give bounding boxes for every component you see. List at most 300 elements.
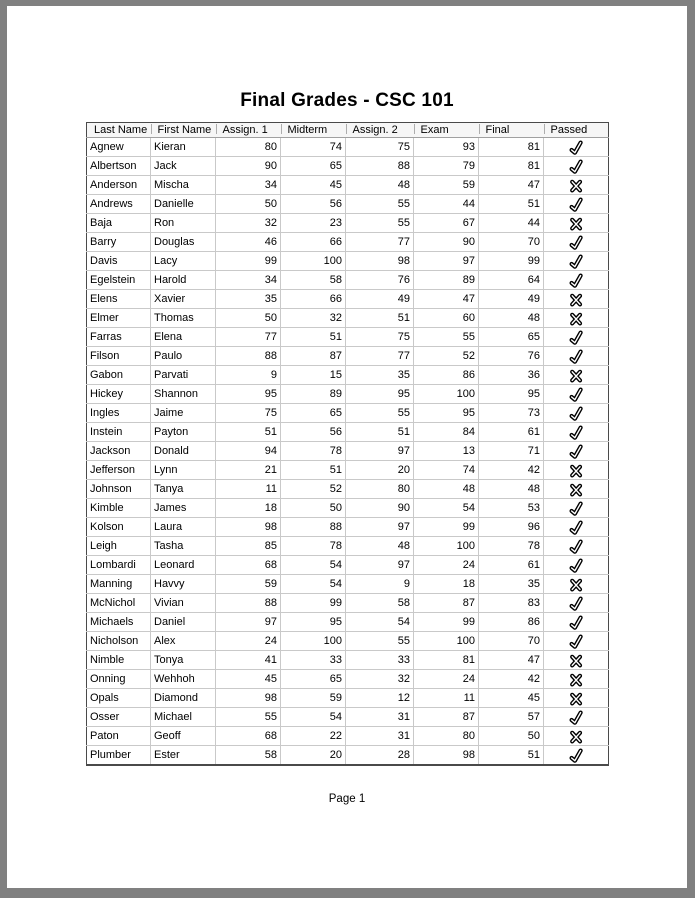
cell-assign1: 90: [216, 157, 281, 176]
cell-assign2: 77: [346, 233, 414, 252]
cell-first-name: Daniel: [151, 613, 216, 632]
table-row: [87, 195, 609, 214]
cell-passed: [544, 233, 609, 252]
cell-assign1: 45: [216, 670, 281, 689]
cell-passed: [544, 176, 609, 195]
cell-first-name: Leonard: [151, 556, 216, 575]
cell-midterm: 100: [281, 252, 346, 271]
cell-assign2: 58: [346, 594, 414, 613]
cell-assign2: 55: [346, 404, 414, 423]
check-icon: [568, 234, 584, 251]
cell-first-name: Payton: [151, 423, 216, 442]
check-icon: [568, 500, 584, 517]
cell-first-name: Diamond: [151, 689, 216, 708]
cell-assign1: 34: [216, 271, 281, 290]
cell-final: 86: [479, 613, 544, 632]
cell-passed: [544, 442, 609, 461]
cell-first-name: Vivian: [151, 594, 216, 613]
cell-exam: 100: [414, 537, 479, 556]
cell-last-name: Baja: [87, 214, 151, 233]
cell-midterm: 54: [281, 556, 346, 575]
cell-first-name: Douglas: [151, 233, 216, 252]
cell-last-name: Onning: [87, 670, 151, 689]
cell-last-name: Plumber: [87, 746, 151, 766]
check-icon: [568, 595, 584, 612]
cell-exam: 52: [414, 347, 479, 366]
cell-final: 51: [479, 195, 544, 214]
cell-first-name: Xavier: [151, 290, 216, 309]
check-icon: [568, 139, 584, 156]
check-icon: [568, 158, 584, 175]
cell-passed: [544, 347, 609, 366]
cell-last-name: Jefferson: [87, 461, 151, 480]
cell-assign1: 32: [216, 214, 281, 233]
cell-assign1: 88: [216, 347, 281, 366]
cell-assign1: 68: [216, 727, 281, 746]
table-row: [87, 328, 609, 347]
cell-last-name: Gabon: [87, 366, 151, 385]
cell-last-name: Kimble: [87, 499, 151, 518]
cell-midterm: 78: [281, 442, 346, 461]
check-icon: [568, 405, 584, 422]
cell-final: 71: [479, 442, 544, 461]
cell-passed: [544, 670, 609, 689]
cell-final: 78: [479, 537, 544, 556]
cell-assign2: 49: [346, 290, 414, 309]
cell-first-name: Michael: [151, 708, 216, 727]
cell-assign2: 98: [346, 252, 414, 271]
cell-final: 81: [479, 138, 544, 157]
column-header-exam: Exam: [414, 123, 479, 138]
cell-midterm: 22: [281, 727, 346, 746]
cell-assign1: 41: [216, 651, 281, 670]
cell-assign2: 55: [346, 632, 414, 651]
grades-table: [86, 122, 609, 766]
cell-first-name: Tonya: [151, 651, 216, 670]
cell-midterm: 95: [281, 613, 346, 632]
x-icon: [568, 728, 584, 745]
cell-exam: 48: [414, 480, 479, 499]
cell-final: 57: [479, 708, 544, 727]
cell-first-name: Jaime: [151, 404, 216, 423]
table-row: [87, 176, 609, 195]
cell-final: 47: [479, 176, 544, 195]
cell-passed: [544, 328, 609, 347]
table-row: [87, 518, 609, 537]
cell-last-name: Ingles: [87, 404, 151, 423]
cell-last-name: Osser: [87, 708, 151, 727]
cell-final: 70: [479, 632, 544, 651]
cell-midterm: 32: [281, 309, 346, 328]
check-icon: [568, 709, 584, 726]
cell-final: 53: [479, 499, 544, 518]
cell-final: 49: [479, 290, 544, 309]
cell-first-name: Shannon: [151, 385, 216, 404]
cell-passed: [544, 138, 609, 157]
cell-exam: 87: [414, 594, 479, 613]
check-icon: [568, 424, 584, 441]
cell-assign1: 98: [216, 518, 281, 537]
cell-assign1: 80: [216, 138, 281, 157]
cell-first-name: Mischa: [151, 176, 216, 195]
cell-assign1: 11: [216, 480, 281, 499]
cell-assign1: 94: [216, 442, 281, 461]
x-icon: [568, 671, 584, 688]
cell-exam: 55: [414, 328, 479, 347]
cell-assign2: 12: [346, 689, 414, 708]
cell-passed: [544, 461, 609, 480]
table-row: [87, 499, 609, 518]
cell-passed: [544, 632, 609, 651]
cell-assign2: 51: [346, 423, 414, 442]
cell-exam: 90: [414, 233, 479, 252]
cell-midterm: 54: [281, 708, 346, 727]
x-icon: [568, 690, 584, 707]
cell-final: 48: [479, 309, 544, 328]
cell-assign2: 9: [346, 575, 414, 594]
cell-assign2: 90: [346, 499, 414, 518]
cell-assign1: 88: [216, 594, 281, 613]
cell-assign1: 97: [216, 613, 281, 632]
cell-first-name: Tanya: [151, 480, 216, 499]
cell-last-name: Elens: [87, 290, 151, 309]
cell-exam: 24: [414, 556, 479, 575]
cell-final: 95: [479, 385, 544, 404]
cell-midterm: 45: [281, 176, 346, 195]
cell-exam: 99: [414, 613, 479, 632]
table-row: [87, 537, 609, 556]
cell-exam: 11: [414, 689, 479, 708]
cell-first-name: Parvati: [151, 366, 216, 385]
cell-assign2: 75: [346, 328, 414, 347]
table-row: [87, 613, 609, 632]
cell-midterm: 89: [281, 385, 346, 404]
table-row: [87, 233, 609, 252]
cell-midterm: 65: [281, 404, 346, 423]
cell-exam: 13: [414, 442, 479, 461]
cell-first-name: Ron: [151, 214, 216, 233]
cell-exam: 59: [414, 176, 479, 195]
cell-final: 73: [479, 404, 544, 423]
cell-last-name: Anderson: [87, 176, 151, 195]
column-header-assign2: Assign. 2: [346, 123, 414, 138]
cell-passed: [544, 366, 609, 385]
cell-assign2: 77: [346, 347, 414, 366]
table-row: [87, 594, 609, 613]
cell-passed: [544, 613, 609, 632]
cell-last-name: Nicholson: [87, 632, 151, 651]
cell-passed: [544, 423, 609, 442]
cell-last-name: Jackson: [87, 442, 151, 461]
table-row: [87, 309, 609, 328]
cell-first-name: Kieran: [151, 138, 216, 157]
cell-assign1: 98: [216, 689, 281, 708]
cell-final: 42: [479, 670, 544, 689]
cell-passed: [544, 651, 609, 670]
table-row: [87, 651, 609, 670]
cell-assign1: 34: [216, 176, 281, 195]
cell-exam: 60: [414, 309, 479, 328]
cell-passed: [544, 689, 609, 708]
cell-first-name: Geoff: [151, 727, 216, 746]
cell-midterm: 56: [281, 195, 346, 214]
cell-last-name: McNichol: [87, 594, 151, 613]
cell-final: 61: [479, 556, 544, 575]
check-icon: [568, 557, 584, 574]
table-row: [87, 689, 609, 708]
cell-assign2: 75: [346, 138, 414, 157]
cell-exam: 100: [414, 632, 479, 651]
x-icon: [568, 652, 584, 669]
cell-last-name: Nimble: [87, 651, 151, 670]
cell-midterm: 66: [281, 233, 346, 252]
cell-midterm: 50: [281, 499, 346, 518]
cell-assign2: 55: [346, 195, 414, 214]
cell-midterm: 74: [281, 138, 346, 157]
table-row: [87, 480, 609, 499]
cell-final: 51: [479, 746, 544, 766]
check-icon: [568, 329, 584, 346]
check-icon: [568, 348, 584, 365]
cell-assign2: 54: [346, 613, 414, 632]
cell-final: 70: [479, 233, 544, 252]
x-icon: [568, 367, 584, 384]
x-icon: [568, 310, 584, 327]
cell-midterm: 23: [281, 214, 346, 233]
table-row: [87, 366, 609, 385]
cell-midterm: 54: [281, 575, 346, 594]
cell-last-name: Egelstein: [87, 271, 151, 290]
cell-passed: [544, 708, 609, 727]
cell-assign2: 97: [346, 442, 414, 461]
cell-exam: 67: [414, 214, 479, 233]
table-row: [87, 423, 609, 442]
cell-first-name: Wehhoh: [151, 670, 216, 689]
cell-assign1: 75: [216, 404, 281, 423]
cell-exam: 98: [414, 746, 479, 766]
cell-assign2: 32: [346, 670, 414, 689]
cell-midterm: 33: [281, 651, 346, 670]
cell-midterm: 99: [281, 594, 346, 613]
cell-exam: 86: [414, 366, 479, 385]
table-row: [87, 271, 609, 290]
cell-assign2: 35: [346, 366, 414, 385]
cell-last-name: Albertson: [87, 157, 151, 176]
table-row: [87, 727, 609, 746]
cell-passed: [544, 594, 609, 613]
check-icon: [568, 538, 584, 555]
cell-last-name: Barry: [87, 233, 151, 252]
check-icon: [568, 633, 584, 650]
cell-first-name: Havvy: [151, 575, 216, 594]
cell-assign2: 80: [346, 480, 414, 499]
cell-midterm: 87: [281, 347, 346, 366]
cell-assign2: 76: [346, 271, 414, 290]
report-title: Final Grades - CSC 101: [240, 90, 454, 111]
cell-final: 61: [479, 423, 544, 442]
cell-midterm: 51: [281, 328, 346, 347]
cell-assign2: 31: [346, 708, 414, 727]
page-number: Page 1: [328, 793, 366, 805]
table-row: [87, 632, 609, 651]
cell-first-name: Paulo: [151, 347, 216, 366]
table-row: [87, 404, 609, 423]
cell-midterm: 51: [281, 461, 346, 480]
check-icon: [568, 614, 584, 631]
cell-assign2: 88: [346, 157, 414, 176]
cell-midterm: 88: [281, 518, 346, 537]
cell-last-name: Davis: [87, 252, 151, 271]
cell-last-name: Opals: [87, 689, 151, 708]
table-row: [87, 252, 609, 271]
cell-passed: [544, 195, 609, 214]
cell-final: 36: [479, 366, 544, 385]
cell-passed: [544, 556, 609, 575]
x-icon: [568, 481, 584, 498]
cell-final: 44: [479, 214, 544, 233]
cell-final: 35: [479, 575, 544, 594]
cell-first-name: Elena: [151, 328, 216, 347]
cell-last-name: Johnson: [87, 480, 151, 499]
cell-final: 42: [479, 461, 544, 480]
cell-assign2: 55: [346, 214, 414, 233]
cell-first-name: Harold: [151, 271, 216, 290]
cell-exam: 100: [414, 385, 479, 404]
cell-assign1: 50: [216, 309, 281, 328]
cell-midterm: 58: [281, 271, 346, 290]
cell-exam: 97: [414, 252, 479, 271]
cell-first-name: Donald: [151, 442, 216, 461]
column-header-passed: Passed: [544, 123, 609, 138]
x-icon: [568, 462, 584, 479]
table-row: [87, 138, 609, 157]
cell-first-name: Lynn: [151, 461, 216, 480]
cell-assign1: 35: [216, 290, 281, 309]
cell-assign1: 55: [216, 708, 281, 727]
cell-passed: [544, 746, 609, 766]
cell-final: 64: [479, 271, 544, 290]
cell-midterm: 66: [281, 290, 346, 309]
cell-passed: [544, 518, 609, 537]
cell-last-name: Paton: [87, 727, 151, 746]
cell-last-name: Manning: [87, 575, 151, 594]
report-page: [7, 6, 687, 888]
cell-final: 76: [479, 347, 544, 366]
cell-assign2: 48: [346, 537, 414, 556]
table-row: [87, 746, 609, 766]
cell-final: 96: [479, 518, 544, 537]
table-row: [87, 575, 609, 594]
check-icon: [568, 272, 584, 289]
cell-midterm: 78: [281, 537, 346, 556]
cell-passed: [544, 404, 609, 423]
cell-assign1: 51: [216, 423, 281, 442]
cell-assign1: 59: [216, 575, 281, 594]
x-icon: [568, 576, 584, 593]
cell-first-name: Ester: [151, 746, 216, 766]
cell-exam: 99: [414, 518, 479, 537]
cell-exam: 24: [414, 670, 479, 689]
cell-assign1: 95: [216, 385, 281, 404]
cell-exam: 89: [414, 271, 479, 290]
cell-assign2: 20: [346, 461, 414, 480]
cell-last-name: Andrews: [87, 195, 151, 214]
cell-passed: [544, 575, 609, 594]
cell-passed: [544, 214, 609, 233]
cell-first-name: Thomas: [151, 309, 216, 328]
cell-final: 47: [479, 651, 544, 670]
cell-assign1: 99: [216, 252, 281, 271]
x-icon: [568, 291, 584, 308]
cell-first-name: Lacy: [151, 252, 216, 271]
x-icon: [568, 215, 584, 232]
check-icon: [568, 196, 584, 213]
cell-final: 83: [479, 594, 544, 613]
cell-exam: 74: [414, 461, 479, 480]
cell-final: 81: [479, 157, 544, 176]
cell-last-name: Filson: [87, 347, 151, 366]
cell-assign2: 97: [346, 556, 414, 575]
table-row: [87, 214, 609, 233]
cell-exam: 47: [414, 290, 479, 309]
cell-last-name: Kolson: [87, 518, 151, 537]
cell-passed: [544, 290, 609, 309]
cell-first-name: James: [151, 499, 216, 518]
cell-final: 48: [479, 480, 544, 499]
cell-midterm: 65: [281, 670, 346, 689]
cell-midterm: 65: [281, 157, 346, 176]
check-icon: [568, 253, 584, 270]
cell-exam: 81: [414, 651, 479, 670]
cell-assign2: 33: [346, 651, 414, 670]
cell-passed: [544, 499, 609, 518]
table-row: [87, 670, 609, 689]
table-row: [87, 290, 609, 309]
cell-assign2: 51: [346, 309, 414, 328]
cell-assign2: 97: [346, 518, 414, 537]
cell-passed: [544, 480, 609, 499]
column-header-final: Final: [479, 123, 544, 138]
cell-assign1: 21: [216, 461, 281, 480]
cell-exam: 44: [414, 195, 479, 214]
table-row: [87, 347, 609, 366]
cell-exam: 54: [414, 499, 479, 518]
cell-final: 99: [479, 252, 544, 271]
check-icon: [568, 519, 584, 536]
cell-final: 65: [479, 328, 544, 347]
cell-exam: 79: [414, 157, 479, 176]
cell-last-name: Farras: [87, 328, 151, 347]
cell-midterm: 20: [281, 746, 346, 766]
cell-assign1: 77: [216, 328, 281, 347]
table-row: [87, 157, 609, 176]
cell-exam: 84: [414, 423, 479, 442]
column-header-last-name: Last Name: [87, 123, 151, 138]
cell-assign1: 18: [216, 499, 281, 518]
cell-assign1: 58: [216, 746, 281, 766]
column-header-midterm: Midterm: [281, 123, 346, 138]
cell-passed: [544, 309, 609, 328]
x-icon: [568, 177, 584, 194]
cell-passed: [544, 727, 609, 746]
cell-midterm: 100: [281, 632, 346, 651]
cell-exam: 80: [414, 727, 479, 746]
cell-passed: [544, 271, 609, 290]
cell-first-name: Alex: [151, 632, 216, 651]
cell-exam: 18: [414, 575, 479, 594]
cell-assign1: 50: [216, 195, 281, 214]
cell-assign1: 85: [216, 537, 281, 556]
